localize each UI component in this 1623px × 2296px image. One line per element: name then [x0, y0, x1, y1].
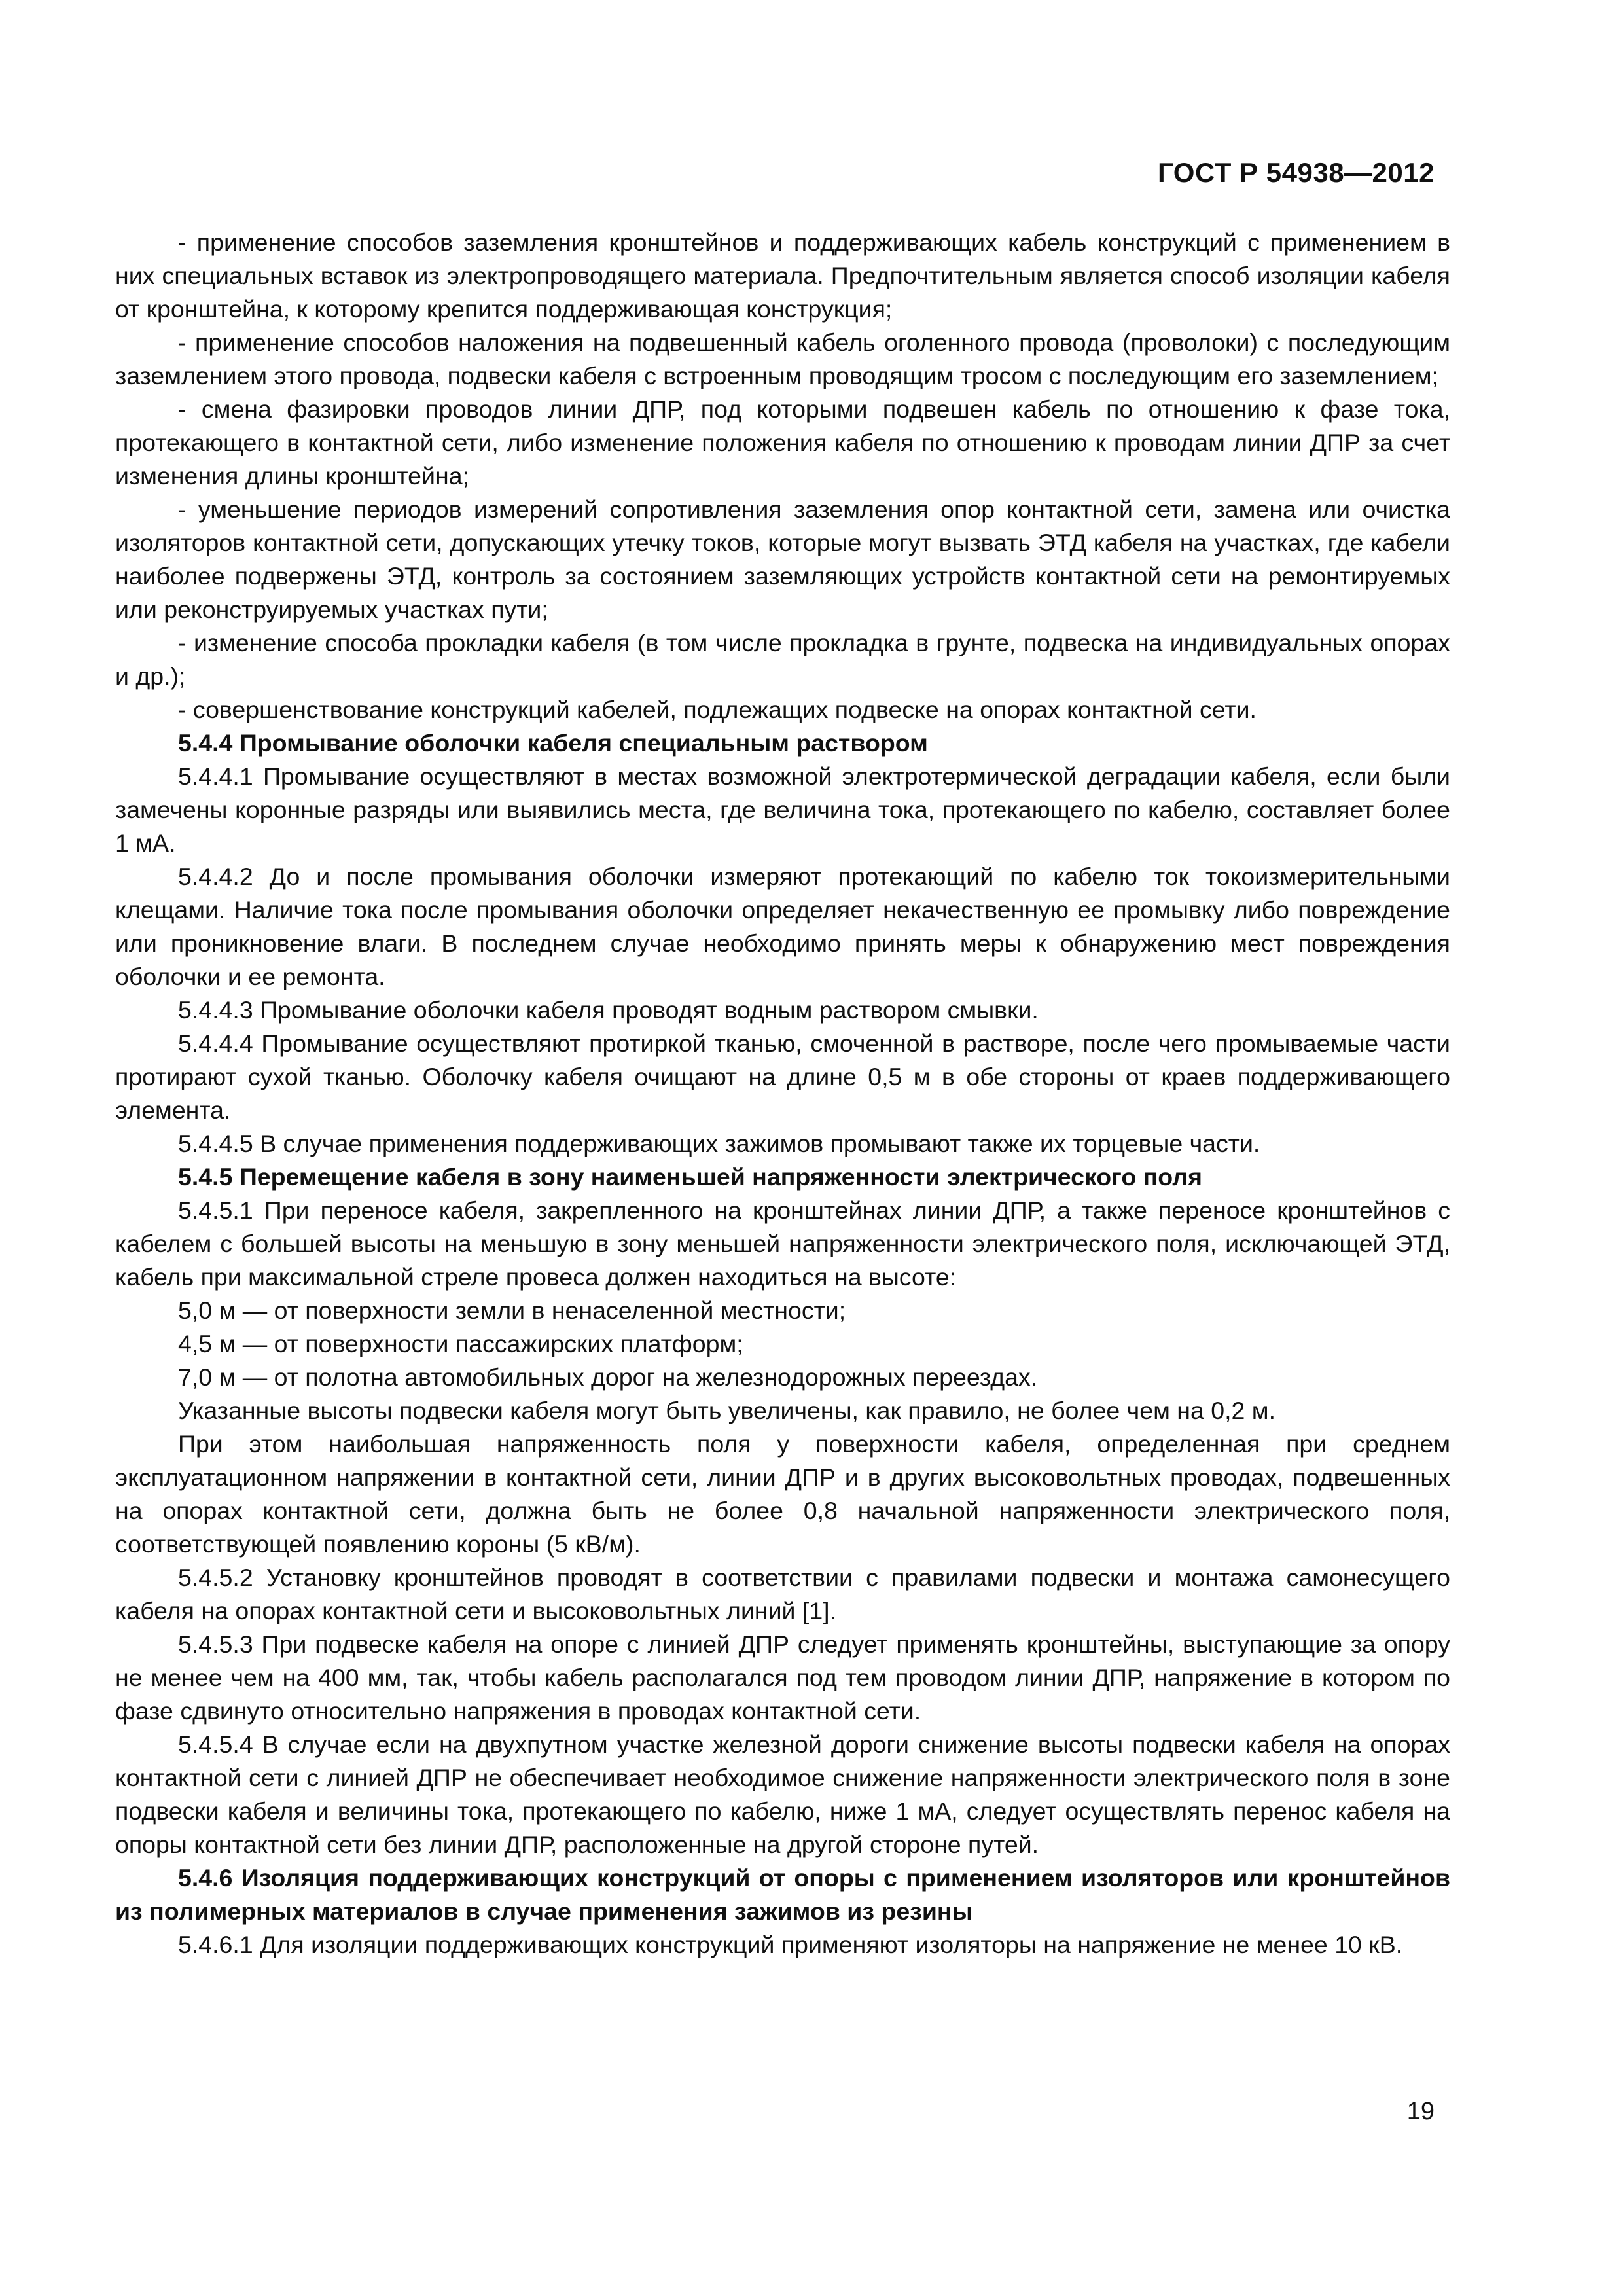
- paragraph-5-4-4-2: 5.4.4.2 До и после промывания оболочки измеряют протекающий по кабелю ток токоизмерительными клещами. Наличие тока после промывания оболочки определяет некачественную ее промывку либо повреждение или проникновение влаги. В последнем случае необходимо принять меры к обнаружению мест повреждения оболочки и ее ремонта.: [115, 863, 1450, 990]
- height-item-platforms: 4,5 м — от поверхности пассажирских платформ;: [178, 1330, 743, 1357]
- section-heading-5-4-5: 5.4.5 Перемещение кабеля в зону наименьшей напряженности электрического поля: [178, 1163, 1202, 1191]
- paragraph-phasing-change: - смена фазировки проводов линии ДПР, под которыми подвешен кабель по отношению к фазе тока, протекающего в контактной сети, либо изменение положения кабеля по отношению к проводам линии ДПР за счет изменения длины кронштейна;: [115, 395, 1450, 490]
- paragraph-laying-method: - изменение способа прокладки кабеля (в том числе прокладка в грунте, подвеска на индивидуальных опорах и др.);: [115, 629, 1450, 690]
- paragraph-measurement-periods: - уменьшение периодов измерений сопротивления заземления опор контактной сети, замена или очистка изоляторов контактной сети, допускающих утечку токов, которые могут вызвать ЭТД кабеля на участках, где кабели наиболее подвержены ЭТД, контроль за состоянием заземляющих устройств контактной сети на ремонтируемых или реконструируемых участках пути;: [115, 495, 1450, 623]
- document-code: ГОСТ Р 54938—2012: [1158, 157, 1435, 188]
- paragraph-5-4-5-3: 5.4.5.3 При подвеске кабеля на опоре с линией ДПР следует применять кронштейны, выступающие за опору не менее чем на 400 мм, так, чтобы кабель располагался под тем проводом линии ДПР, напряжение в котором по фазе сдвинуто относительно напряжения в проводах контактной сети.: [115, 1630, 1450, 1725]
- document-body: [115, 226, 1450, 1962]
- paragraph-5-4-6-1: 5.4.6.1 Для изоляции поддерживающих конструкций применяют изоляторы на напряжение не менее 10 кВ.: [178, 1931, 1403, 1958]
- paragraph-cable-design: - совершенствование конструкций кабелей, подлежащих подвеске на опорах контактной сети.: [178, 696, 1257, 723]
- height-item-uninhabited: 5,0 м — от поверхности земли в ненаселенной местности;: [178, 1297, 846, 1324]
- section-heading-5-4-6: 5.4.6 Изоляция поддерживающих конструкций от опоры с применением изоляторов или кронштейнов из полимерных материалов в случае применения зажимов из резины: [115, 1864, 1450, 1925]
- paragraph-5-4-5-1: 5.4.5.1 При переносе кабеля, закрепленного на кронштейнах линии ДПР, а также переносе кронштейнов с кабелем с большей высоты на меньшую в зону меньшей напряженности электрического поля, исключающей ЭТД, кабель при максимальной стреле провеса должен находиться на высоте:: [115, 1196, 1450, 1291]
- paragraph-5-4-4-1: 5.4.4.1 Промывание осуществляют в местах возможной электротермической деградации кабеля, если были замечены коронные разряды или выявились места, где величина тока, протекающего по кабелю, составляет более 1 мА.: [115, 762, 1450, 857]
- paragraph-5-4-4-4: 5.4.4.4 Промывание осуществляют протиркой тканью, смоченной в растворе, после чего промываемые части протирают сухой тканью. Оболочку кабеля очищают на длине 0,5 м в обе стороны от краев поддерживающего элемента.: [115, 1030, 1450, 1124]
- paragraph-5-4-5-2: 5.4.5.2 Установку кронштейнов проводят в соответствии с правилами подвески и монтажа самонесущего кабеля на опорах контактной сети и высоковольтных линий [1].: [115, 1564, 1450, 1624]
- height-item-crossings: 7,0 м — от полотна автомобильных дорог на железнодорожных переездах.: [178, 1363, 1038, 1391]
- paragraph-5-4-5-4: 5.4.5.4 В случае если на двухпутном участке железной дороги снижение высоты подвески кабеля на опорах контактной сети с линией ДПР не обеспечивает необходимое снижение напряженности электрического поля в зоне подвески кабеля и величины тока, протекающего по кабелю, ниже 1 мА, следует осуществлять перенос кабеля на опоры контактной сети без линии ДПР, расположенные на другой стороне путей.: [115, 1731, 1450, 1858]
- paragraph-height-increase: Указанные высоты подвески кабеля могут быть увеличены, как правило, не более чем на 0,2 м.: [178, 1397, 1276, 1424]
- paragraph-field-strength: При этом наибольшая напряженность поля у поверхности кабеля, определенная при среднем эксплуатационном напряжении в контактной сети, линии ДПР и в других высоковольтных проводах, подвешенных на опорах контактной сети, должна быть не более 0,8 начальной напряженности электрического поля, соответствующей появлению короны (5 кВ/м).: [115, 1430, 1450, 1558]
- paragraph-5-4-4-3: 5.4.4.3 Промывание оболочки кабеля проводят водным раствором смывки.: [178, 996, 1039, 1024]
- page-number: 19: [1406, 2098, 1435, 2125]
- section-heading-5-4-4: 5.4.4 Промывание оболочки кабеля специальным раствором: [178, 729, 928, 757]
- paragraph-bare-wire: - применение способов наложения на подвешенный кабель оголенного провода (проволоки) с последующим заземлением этого провода, подвески кабеля с встроенным проводящим тросом с последующим его заземлением;: [115, 329, 1450, 389]
- paragraph-grounding-brackets: - применение способов заземления кронштейнов и поддерживающих кабель конструкций с применением в них специальных вставок из электропроводящего материала. Предпочтительным является способ изоляции кабеля от кронштейна, к которому крепится поддерживающая конструкция;: [115, 228, 1450, 323]
- paragraph-5-4-4-5: 5.4.4.5 В случае применения поддерживающих зажимов промывают также их торцевые части.: [178, 1130, 1260, 1157]
